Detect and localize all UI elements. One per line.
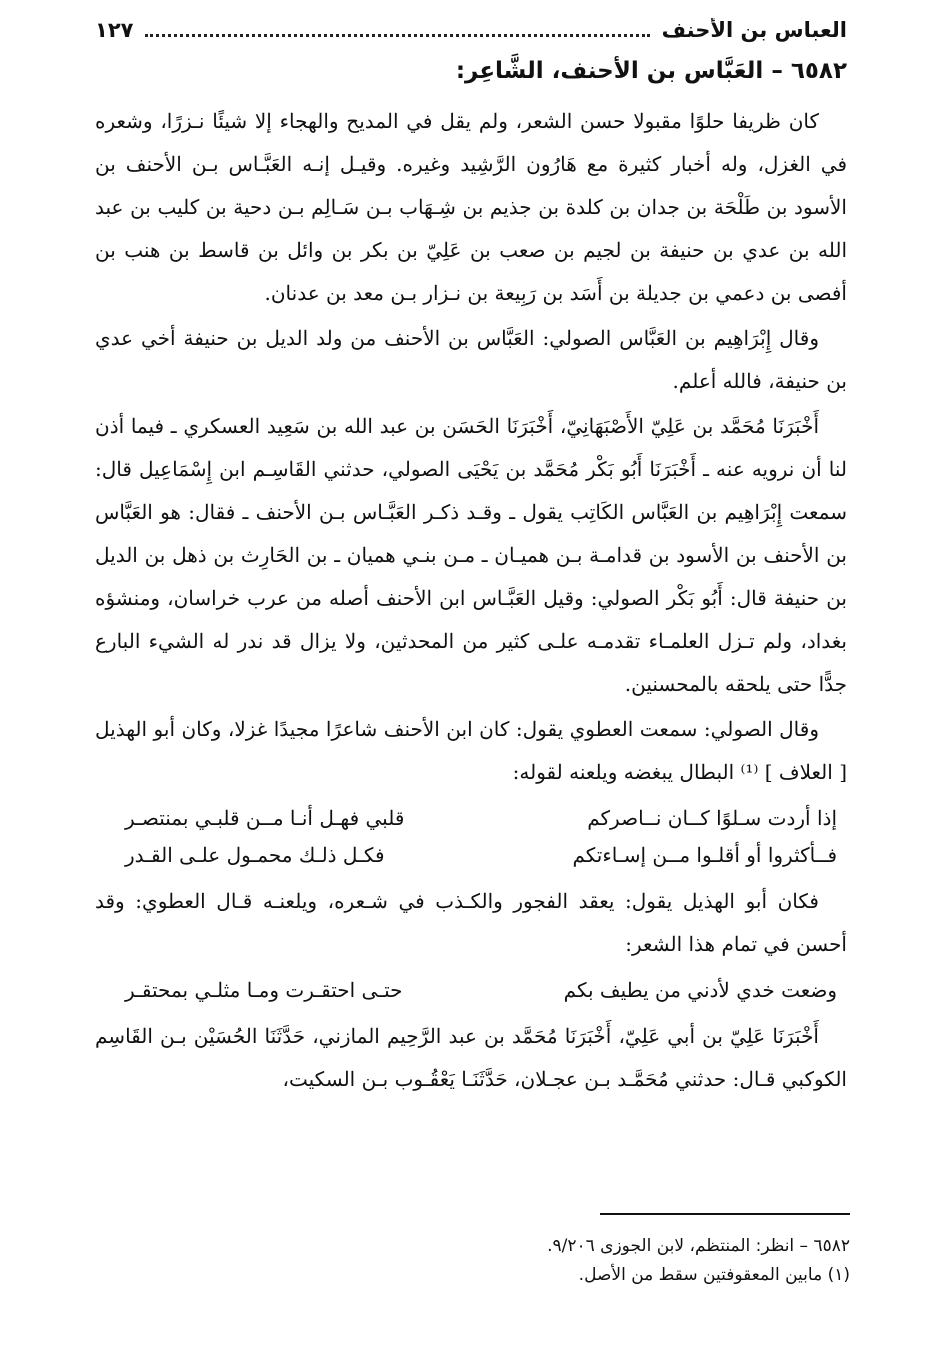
verse-hemistich-first: فــأكثروا أو أقلـوا مــن إسـاءتكم (572, 843, 837, 867)
footnote-1: (١) مابين المعقوفتين سقط من الأصل. (578, 1265, 850, 1285)
running-header (95, 18, 847, 52)
verse-hemistich-first: إذا أردت سـلوًا كــان نــاصركم (587, 806, 837, 830)
page-number: ١٢٧ (95, 18, 134, 42)
paragraph-lineage: وقال إِبْرَاهِيم بن العَبَّاس الصولي: العَبَّاس بن الأحنف من ولد الديل بن حنيفة أخي عدي بن حنيفة، فالله أعلم. (95, 326, 847, 393)
verse-hemistich-first: وضعت خدي لأدني من يطيف بكم (563, 978, 837, 1002)
paragraph-isnad-1: أَخْبَرَنَا مُحَمَّد بن عَلِيّ الأَصْبَهَانِيّ، أَخْبَرَنَا الحَسَن بن عبد الله بن سَعِيد العسكري ـ فيما أذن لنا أن نرويه عنه ـ أَخْبَرَنَا أَبُو بَكْر مُحَمَّد بن يَحْيَى الصولي، حدثني القَاسِـم ابن إِسْمَاعِيل قال: سمعت إِبْرَاهِيم بن العَبَّاس الكَاتِب يقول ـ وقـد ذكـر العَبَّـاس بـن الأحنف ـ فقال: هو العَبَّاس بن الأحنف بن الأسود بن قدامـة بـن هميـان ـ مـن بنـي هميان ـ بن الحَارِث بن ذهل بن الديل بن حنيفة قال: أَبُو بَكْر الصولي: وقيل العَبَّـاس ابن الأحنف أصله من عرب خراسان، ومنشؤه بغداد، ولم تـزل العلمـاء تقدمـه علـى كثير من المحدثين، ولا يزال قد ندر له الشيء البارع جدًّا حتى يلحقه بالمحسنين. (95, 414, 848, 696)
verse-line-3 (95, 972, 837, 1009)
poem-block-1 (95, 800, 847, 874)
verse-hemistich-second: قلبي فهـل أنـا مــن قلبـي بمنتصـر (125, 806, 405, 830)
book-page (95, 18, 847, 1103)
verse-hemistich-second: فكـل ذلـك محمـول علـى القـدر (125, 843, 385, 867)
footnote-source: ٦٥٨٢ – انظر: المنتظم، لابن الجوزى ٩/٢٠٦. (547, 1236, 850, 1256)
paragraph-abu-hudhayl: فكان أبو الهذيل يقول: يعقد الفجور والكـذب في شـعره، ويلعنـه قـال العطوي: وقد أحسن في تمام هذا الشعر: (95, 889, 847, 956)
paragraph-isnad-2: أَخْبَرَنَا عَلِيّ بن أبي عَلِيّ، أَخْبَرَنَا مُحَمَّد بن عبد الرَّحِيم المازني، حَدَّثَنَا الحُسَيْن بـن القَاسِم الكوكبي قـال: حدثني مُحَمَّـد بـن عجـلان، حَدَّثَنَـا يَعْقُـوب بـن السكيت، (95, 1024, 847, 1091)
footnote-separator (600, 1213, 850, 1215)
paragraph-biography: كان ظريفا حلوًا مقبولا حسن الشعر، ولم يقل في المديح والهجاء إلا شيئًا نـزرًا، وشعره في الغزل، وله أخبار كثيرة مع هَارُون الرَّشِيد وغيره. وقيـل إنـه العَبَّـاس بـن الأحنف بن الأسود بن طَلْحَة بن جدان بن كلدة بن جذيم بن شِـهَاب بـن سَـالِم بـن دحية بن كليب بن عبد الله بن عدي بن حنيفة بن لجيم بن صعب بن عَلِيّ بن بكر بن وائل بن قاسط بن هنب بن أفصى بن دعمي بن جديلة بن أَسَد بن رَبِيعة بن نـزار بـن معد بن عدنان. (95, 109, 847, 305)
verse-line-2 (95, 837, 837, 874)
paragraph-sawli-report: وقال الصولي: سمعت العطوي يقول: كان ابن الأحنف شاعرًا مجيدًا غزلا، وكان أبو الهذيل [ العلاف ] ⁽¹⁾ البطال يبغضه ويلعنه لقوله: (95, 717, 847, 784)
entry-title: ٦٥٨٢ – العَبَّاس بن الأحنف، الشَّاعِر: (455, 58, 847, 84)
running-title: العباس بن الأحنف (661, 18, 847, 42)
verse-hemistich-second: حتـى احتقـرت ومـا مثلـي بمحتقـر (125, 978, 403, 1002)
header-dotted-leader (145, 33, 649, 37)
verse-line-1 (95, 800, 837, 837)
footnotes (250, 1232, 850, 1290)
poem-block-2 (95, 972, 847, 1009)
